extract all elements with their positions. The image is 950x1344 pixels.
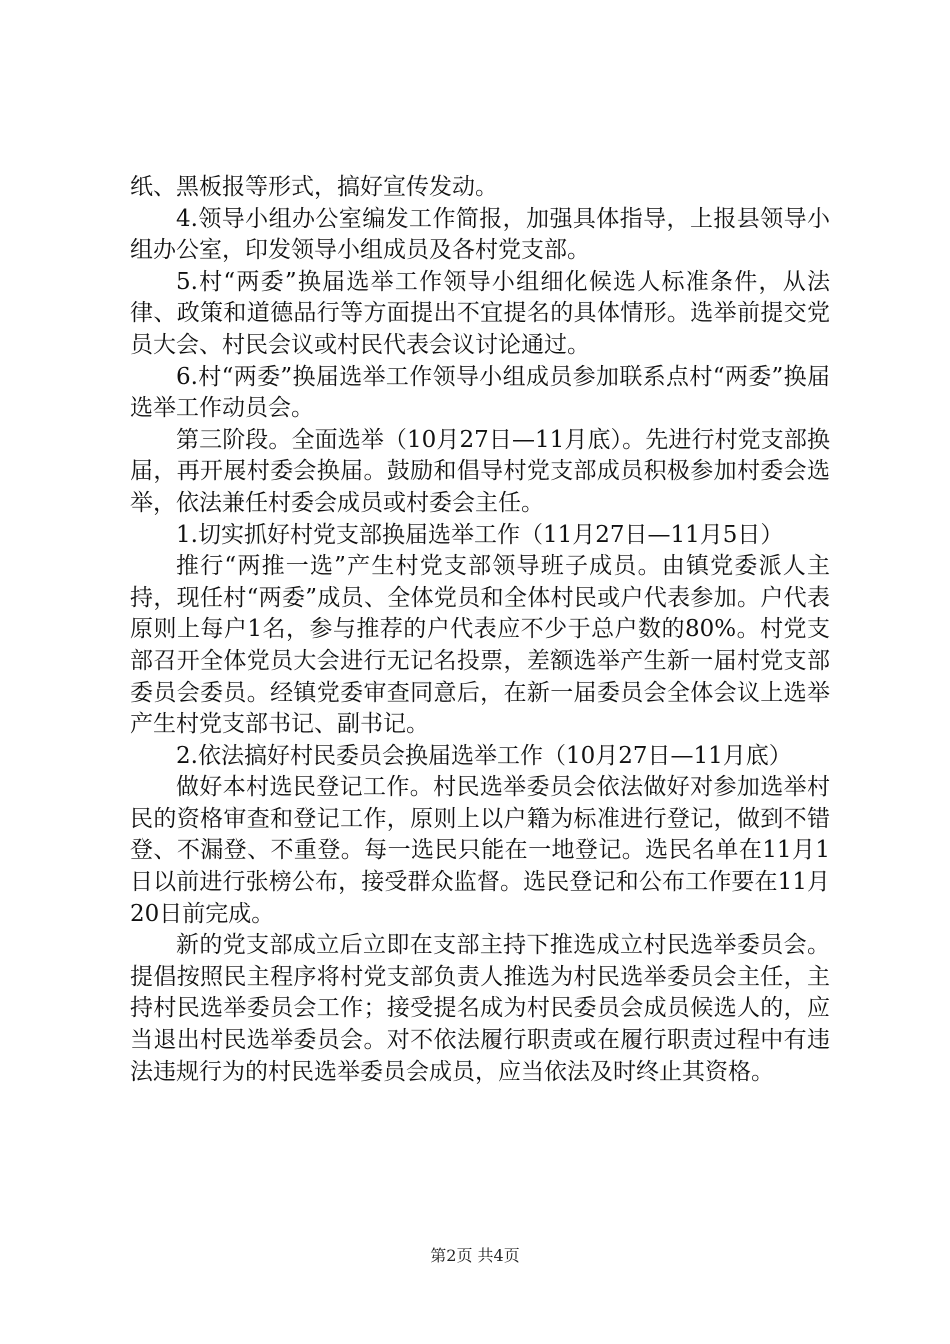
paragraph: 第三阶段。全面选举（10月27日—11月底）。先进行村党支部换届，再开展村委会换届。鼓励和倡导村党支部成员积极参加村委会选举，依法兼任村委会成员或村委会主任。 xyxy=(130,426,830,516)
paragraph: 1.切实抓好村党支部换届选举工作（11月27日—11月5日） xyxy=(176,521,784,548)
paragraph: 2.依法搞好村民委员会换届选举工作（10月27日—11月底） xyxy=(176,742,792,769)
paragraph: 5.村“两委”换届选举工作领导小组细化候选人标准条件，从法律、政策和道德品行等方面提出不宜提名的具体情形。选举前提交党员大会、村民会议或村民代表会议讨论通过。 xyxy=(130,268,830,358)
paragraph: 纸、黑板报等形式，搞好宣传发动。 xyxy=(130,174,498,200)
document-body xyxy=(130,172,830,1088)
page-footer: 第2页 共4页 xyxy=(430,1246,520,1265)
paragraph: 4.领导小组办公室编发工作简报，加强具体指导，上报县领导小组办公室，印发领导小组成员及各村党支部。 xyxy=(130,205,830,264)
paragraph: 做好本村选民登记工作。村民选举委员会依法做好对参加选举村民的资格审查和登记工作，原则上以户籍为标准进行登记，做到不错登、不漏登、不重登。每一选民只能在一地登记。选民名单在11月1日以前进行张榜公布，接受群众监督。选民登记和公布工作要在11月20日前完成。 xyxy=(130,774,830,927)
paragraph: 推行“两推一选”产生村党支部领导班子成员。由镇党委派人主持，现任村“两委”成员、全体党员和全体村民或户代表参加。户代表原则上每户1名，参与推荐的户代表应不少于总户数的80%。村党支部召开全体党员大会进行无记名投票，差额选举产生新一届村党支部委员会委员。经镇党委审查同意后，在新一届委员会全体会议上选举产生村党支部书记、副书记。 xyxy=(130,553,830,738)
paragraph: 6.村“两委”换届选举工作领导小组成员参加联系点村“两委”换届选举工作动员会。 xyxy=(130,363,830,422)
paragraph: 新的党支部成立后立即在支部主持下推选成立村民选举委员会。提倡按照民主程序将村党支部负责人推选为村民选举委员会主任，主持村民选举委员会工作；接受提名成为村民委员会成员候选人的，应当退出村民选举委员会。对不依法履行职责或在履行职责过程中有违法违规行为的村民选举委员会成员，应当依法及时终止其资格。 xyxy=(130,932,830,1085)
